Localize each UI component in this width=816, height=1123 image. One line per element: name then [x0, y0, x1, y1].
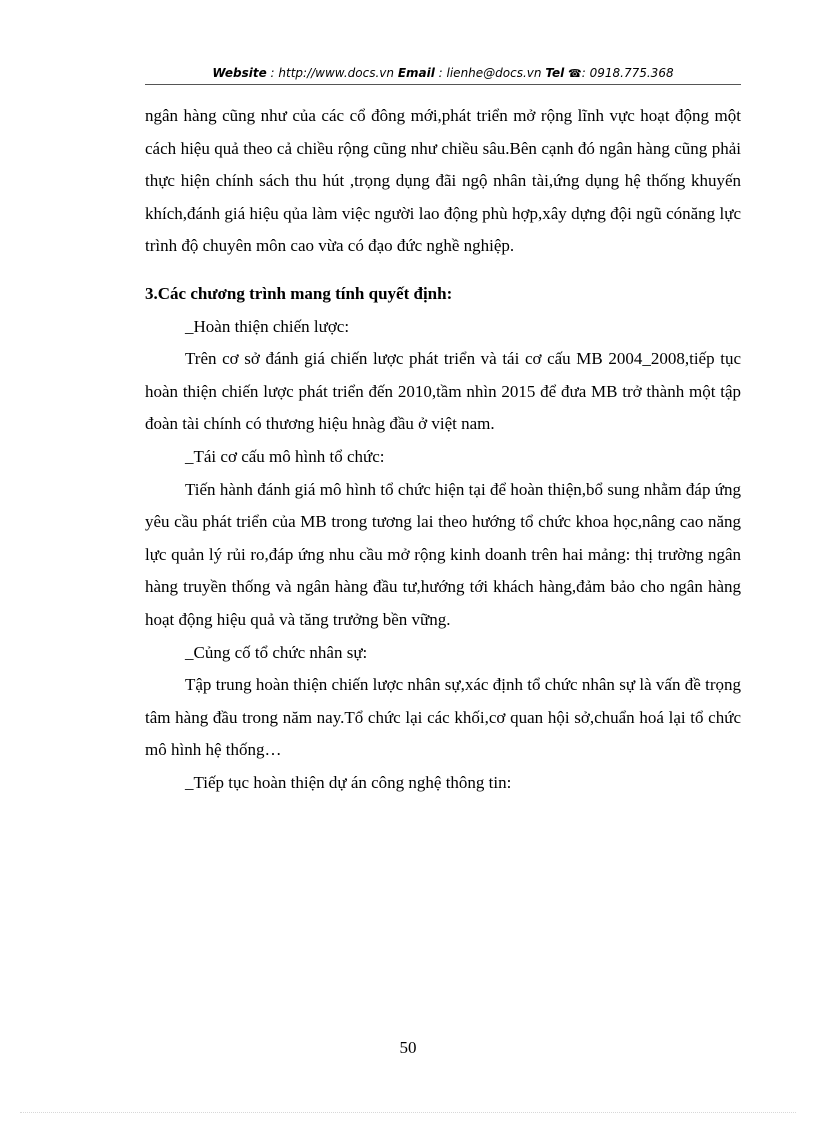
- paragraph-personnel: Tập trung hoàn thiện chiến lược nhân sự,xác định tổ chức nhân sự là vấn đề trọng tâm hàng đầu trong năm nay.Tổ chức lại các khối,cơ quan hội sở,chuẩn hoá lại tổ chức mô hình hệ thống…: [145, 675, 741, 760]
- paragraph-intro: ngân hàng cũng như của các cổ đông mới,phát triển mở rộng lĩnh vực hoạt động một cách hiệu quả theo cả chiều rộng cũng như chiều sâu.Bên cạnh đó ngân hàng cũng phải thực hiện chính sách thu hút ,trọng dụng đãi ngộ nhân tài,ứng dụng hệ thống khuyến khích,đánh giá hiệu qủa làm việc người lao động phù hợp,xây dựng đội ngũ cónăng lực trình độ chuyên môn cao vừa có đạo đức nghề nghiệp.: [145, 106, 741, 256]
- tel-label: Tel: [545, 66, 565, 80]
- website-separator: :: [266, 66, 279, 80]
- subheading-it-project: _Tiếp tục hoàn thiện dự án công nghệ thông tin:: [185, 772, 512, 792]
- header-divider: [145, 84, 741, 85]
- document-body: [145, 100, 741, 799]
- paragraph-restructure: Tiến hành đánh giá mô hình tổ chức hiện tại để hoàn thiện,bổ sung nhằm đáp ứng yêu cầu phát triển của MB trong tương lai theo hướng tổ chức khoa học,nâng cao năng lực quản lý rủi ro,đáp ứng nhu cầu mở rộng kinh doanh trên hai mảng: thị trường ngân hàng truyền thống và ngân hàng đầu tư,hướng tới khách hàng,đảm bảo cho ngân hàng hoạt động hiệu quả và tăng trưởng bền vững.: [145, 479, 741, 629]
- page-header: [145, 66, 741, 80]
- email-separator: :: [434, 66, 447, 80]
- subheading-strategy: _Hoàn thiện chiến lược:: [185, 316, 350, 336]
- section-gap: [145, 263, 741, 278]
- subheading-restructure: _Tái cơ cấu mô hình tổ chức:: [185, 446, 385, 466]
- tel-number: : 0918.775.368: [581, 66, 674, 80]
- paragraph-strategy: Trên cơ sở đánh giá chiến lược phát triển và tái cơ cấu MB 2004_2008,tiếp tục hoàn thiện chiến lược phát triển đến 2010,tầm nhìn 2015 để đưa MB trở thành một tập đoàn tài chính có thương hiệu hnàg đầu ở việt nam.: [145, 349, 741, 434]
- section-heading: 3.Các chương trình mang tính quyết định:: [145, 283, 453, 303]
- email-address[interactable]: lienhe@docs.vn: [446, 66, 542, 80]
- phone-icon: ☎: [568, 67, 582, 80]
- subheading-personnel: _Củng cố tổ chức nhân sự:: [185, 642, 368, 662]
- website-url[interactable]: http://www.docs.vn: [278, 66, 394, 80]
- page-number: 50: [399, 1038, 417, 1057]
- bottom-divider: [20, 1112, 796, 1113]
- email-label: Email: [397, 66, 435, 80]
- website-label: Website: [212, 66, 267, 80]
